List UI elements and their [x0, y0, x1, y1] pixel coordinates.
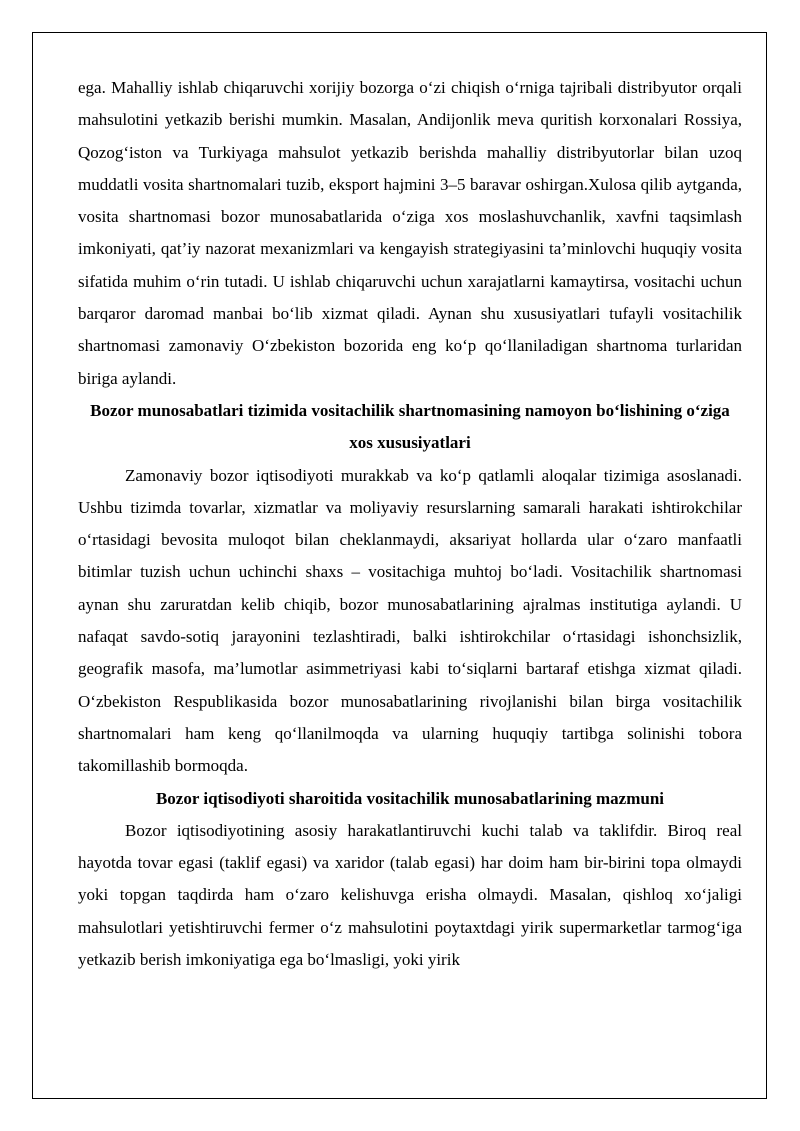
body-paragraph: ega. Mahalliy ishlab chiqaruvchi xorijiy bozorga o‘zi chiqish o‘rniga tajribali distribyutor orqali mahsulotini yetkazib berishi mumkin. Masalan, Andijonlik meva quritish korxonalari Rossiya, Qozog‘iston va Turkiyaga mahsulot yetkazib berishda mahalliy distribyutorlar bilan uzoq muddatli vosita shartnomalari tuzib, eksport hajmini 3–5 baravar oshirgan.Xulosa qilib aytganda, vosita shartnomasi bozor munosabatlarida o‘ziga xos moslashuvchanlik, xavfni taqsimlash imkoniyati, qat’iy nazorat mexanizmlari va kengayish strategiyasini ta’minlovchi huquqiy vosita sifatida muhim o‘rin tutadi. U ishlab chiqaruvchi uchun xarajatlarni kamaytirsa, vositachi uchun barqaror daromad manbai bo‘lib xizmat qiladi. Aynan shu xususiyatlari tufayli vositachilik shartnomasi zamonaviy O‘zbekiston bozorida eng ko‘p qo‘llaniladigan shartnoma turlaridan biriga aylandi.: [78, 78, 742, 388]
document-body: [78, 72, 742, 976]
section-heading: Bozor iqtisodiyoti sharoitida vositachilik munosabatlarining mazmuni: [155, 788, 665, 808]
section-heading: Bozor munosabatlari tizimida vositachilik shartnomasining namoyon bo‘lishining o‘ziga xos xususiyatlari: [90, 400, 730, 453]
body-paragraph: Bozor iqtisodiyotining asosiy harakatlantiruvchi kuchi talab va taklifdir. Biroq real hayotda tovar egasi (taklif egasi) va xaridor (talab egasi) har doim ham bir-birini topa olmaydi yoki topgan taqdirda ham o‘zaro kelishuvga erisha olmaydi. Masalan, qishloq xo‘jaligi mahsulotlari yetishtiruvchi fermer o‘z mahsulotini poytaxtdagi yirik supermarketlar tarmog‘iga yetkazib berish imkoniyatiga ega bo‘lmasligi, yoki yirik: [78, 820, 742, 970]
body-paragraph: Zamonaviy bozor iqtisodiyoti murakkab va ko‘p qatlamli aloqalar tizimiga asoslanadi. Ushbu tizimda tovarlar, xizmatlar va moliyaviy resurslarning samarali harakati ishtirokchilar o‘rtasidagi bevosita muloqot bilan cheklanmaydi, aksariyat hollarda ular o‘zaro manfaatli bitimlar tuzish uchun uchinchi shaxs – vositachiga muhtoj bo‘ladi. Vositachilik shartnomasi aynan shu zaruratdan kelib chiqib, bozor munosabatlarining ajralmas institutiga aylandi. U nafaqat savdo-sotiq jarayonini tezlashtiradi, balki ishtirokchilar o‘rtasidagi ishonchsizlik, geografik masofa, ma’lumotlar asimmetriyasi kabi to‘siqlarni bartaraf etishga xizmat qiladi. O‘zbekiston Respublikasida bozor munosabatlarining rivojlanishi bilan birga vositachilik shartnomalari ham keng qo‘llanilmoqda va ularning huquqiy tartibga solinishi tobora takomillashib bormoqda.: [78, 465, 742, 776]
